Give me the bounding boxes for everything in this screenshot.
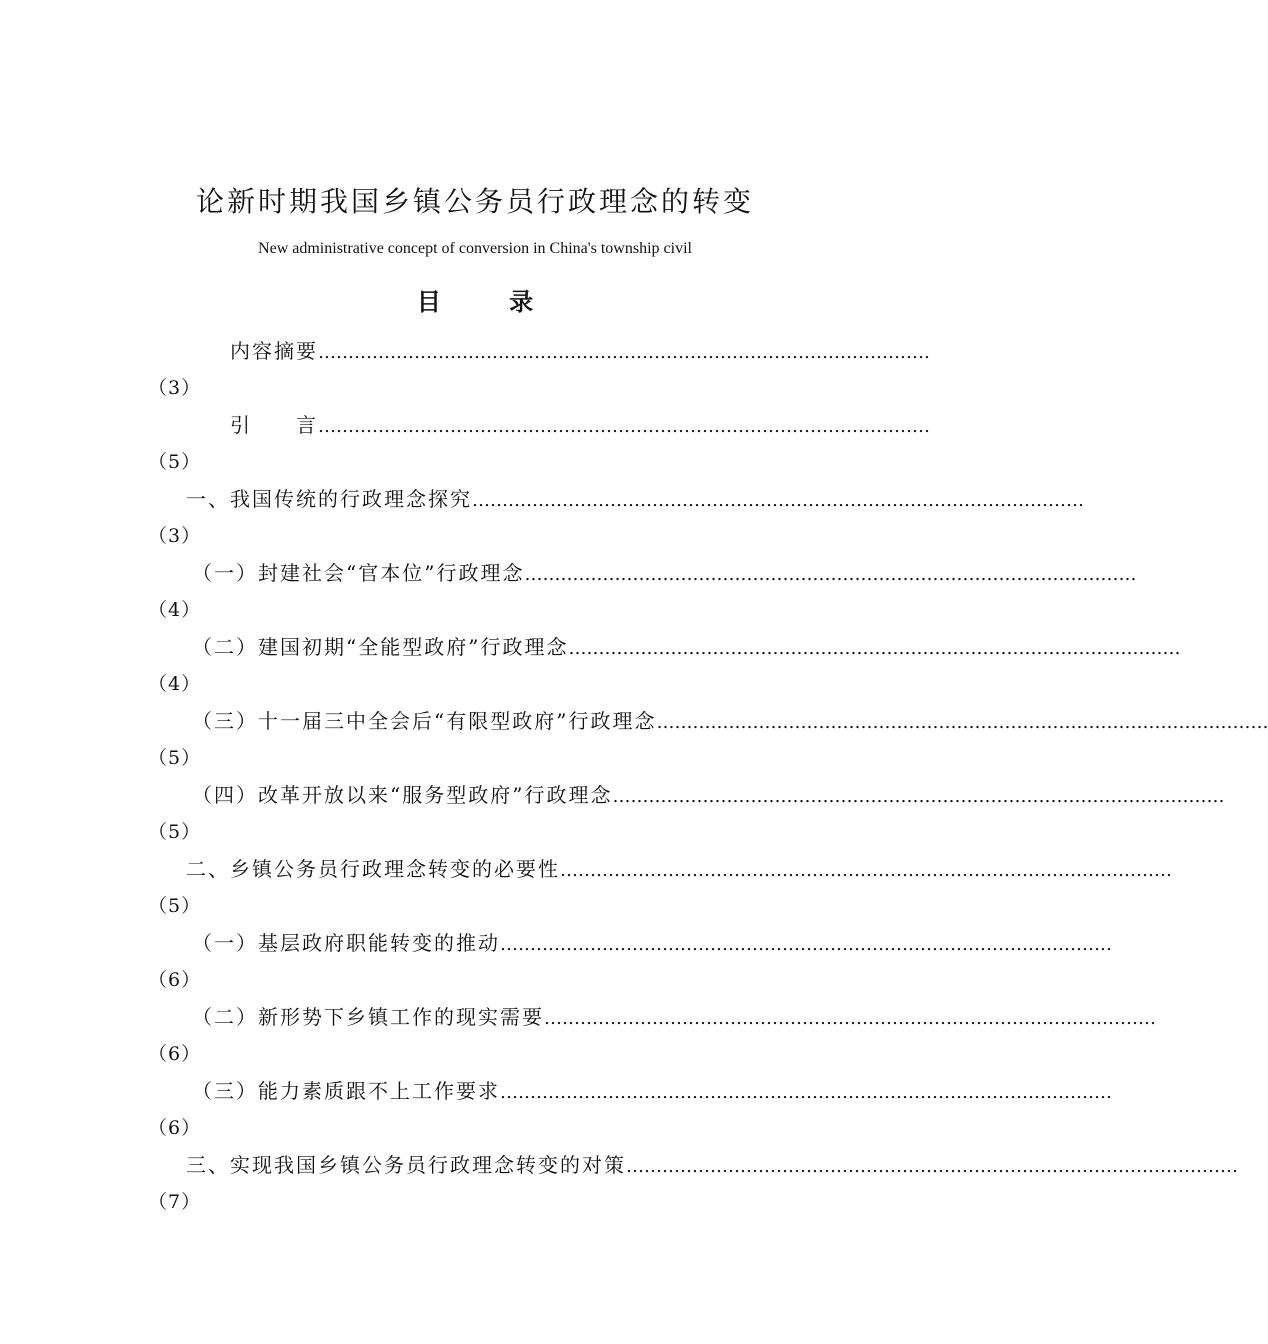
toc-entry-label: 引 言	[230, 413, 318, 437]
toc-entry-label: （一）基层政府职能转变的推动	[192, 931, 500, 955]
toc-entry-page: （6）	[148, 969, 202, 991]
toc-entry-page: （4）	[148, 673, 202, 695]
toc-entry[interactable]	[0, 336, 950, 410]
toc-leader-dots: …………………………………………………………………………………………	[560, 860, 1172, 881]
toc-entry-page: （5）	[148, 895, 202, 917]
document-subtitle: New administrative concept of conversion in China's township civil	[258, 240, 692, 257]
toc-leader-dots: …………………………………………………………………………………………	[500, 1082, 1112, 1103]
toc-leader-dots: …………………………………………………………………………………………	[544, 1008, 1156, 1029]
toc-entry-page: （3）	[148, 525, 202, 547]
toc-leader-dots: …………………………………………………………………………………………	[500, 934, 1112, 955]
toc-entry[interactable]	[0, 410, 950, 484]
toc-leader-dots: …………………………………………………………………………………………	[656, 712, 1268, 733]
toc-entry-line	[192, 780, 1225, 810]
toc-entry[interactable]	[0, 1150, 1238, 1224]
toc-leader-dots: …………………………………………………………………………………………	[318, 416, 930, 437]
toc-entry-line	[192, 632, 1181, 662]
toc-leader-dots: …………………………………………………………………………………………	[612, 786, 1225, 807]
toc-entry-label: （二）新形势下乡镇工作的现实需要	[192, 1005, 544, 1029]
table-of-contents	[0, 336, 1268, 1224]
toc-entry-page: （5）	[148, 451, 202, 473]
toc-entry[interactable]	[0, 928, 1112, 1002]
toc-heading: 目 录	[416, 288, 534, 316]
toc-entry-label: （一）封建社会“官本位”行政理念	[192, 561, 525, 585]
toc-entry-line	[186, 1150, 1238, 1180]
toc-entry-label: 内容摘要	[230, 339, 318, 363]
toc-entry-label: 二、乡镇公务员行政理念转变的必要性	[186, 857, 560, 881]
toc-entry[interactable]	[0, 854, 1172, 928]
toc-entry-label: 三、实现我国乡镇公务员行政理念转变的对策	[186, 1153, 626, 1177]
toc-entry-line	[230, 410, 930, 440]
toc-entry[interactable]	[0, 484, 1084, 558]
toc-entry-label: （二）建国初期“全能型政府”行政理念	[192, 635, 569, 659]
toc-entry-page: （6）	[148, 1043, 202, 1065]
toc-entry[interactable]	[0, 1002, 1156, 1076]
toc-entry-label: （三）十一届三中全会后“有限型政府”行政理念	[192, 709, 657, 733]
toc-entry[interactable]	[0, 558, 1137, 632]
toc-entry-page: （7）	[148, 1191, 202, 1213]
toc-leader-dots: …………………………………………………………………………………………	[524, 564, 1137, 585]
toc-entry-page: （3）	[148, 377, 202, 399]
toc-entry-label: 一、我国传统的行政理念探究	[186, 487, 472, 511]
toc-entry[interactable]	[0, 1076, 1112, 1150]
toc-entry[interactable]	[0, 632, 1181, 706]
toc-leader-dots: …………………………………………………………………………………………	[318, 342, 930, 363]
document-title: 论新时期我国乡镇公务员行政理念的转变	[195, 185, 754, 218]
toc-entry-line	[186, 484, 1084, 514]
toc-entry-page: （5）	[148, 821, 202, 843]
toc-entry[interactable]	[0, 706, 1268, 780]
toc-entry-page: （6）	[148, 1117, 202, 1139]
toc-entry[interactable]	[0, 780, 1225, 854]
toc-entry-line	[186, 854, 1172, 884]
toc-entry-label: （三）能力素质跟不上工作要求	[192, 1079, 500, 1103]
toc-entry-line	[230, 336, 930, 366]
toc-entry-line	[192, 1002, 1156, 1032]
toc-entry-page: （4）	[148, 599, 202, 621]
toc-leader-dots: …………………………………………………………………………………………	[568, 638, 1181, 659]
toc-entry-page: （5）	[148, 747, 202, 769]
toc-entry-line	[192, 706, 1268, 736]
toc-entry-line	[192, 1076, 1112, 1106]
toc-leader-dots: …………………………………………………………………………………………	[472, 490, 1084, 511]
toc-leader-dots: …………………………………………………………………………………………	[626, 1156, 1238, 1177]
toc-entry-line	[192, 558, 1137, 588]
toc-entry-label: （四）改革开放以来“服务型政府”行政理念	[192, 783, 613, 807]
toc-entry-line	[192, 928, 1112, 958]
